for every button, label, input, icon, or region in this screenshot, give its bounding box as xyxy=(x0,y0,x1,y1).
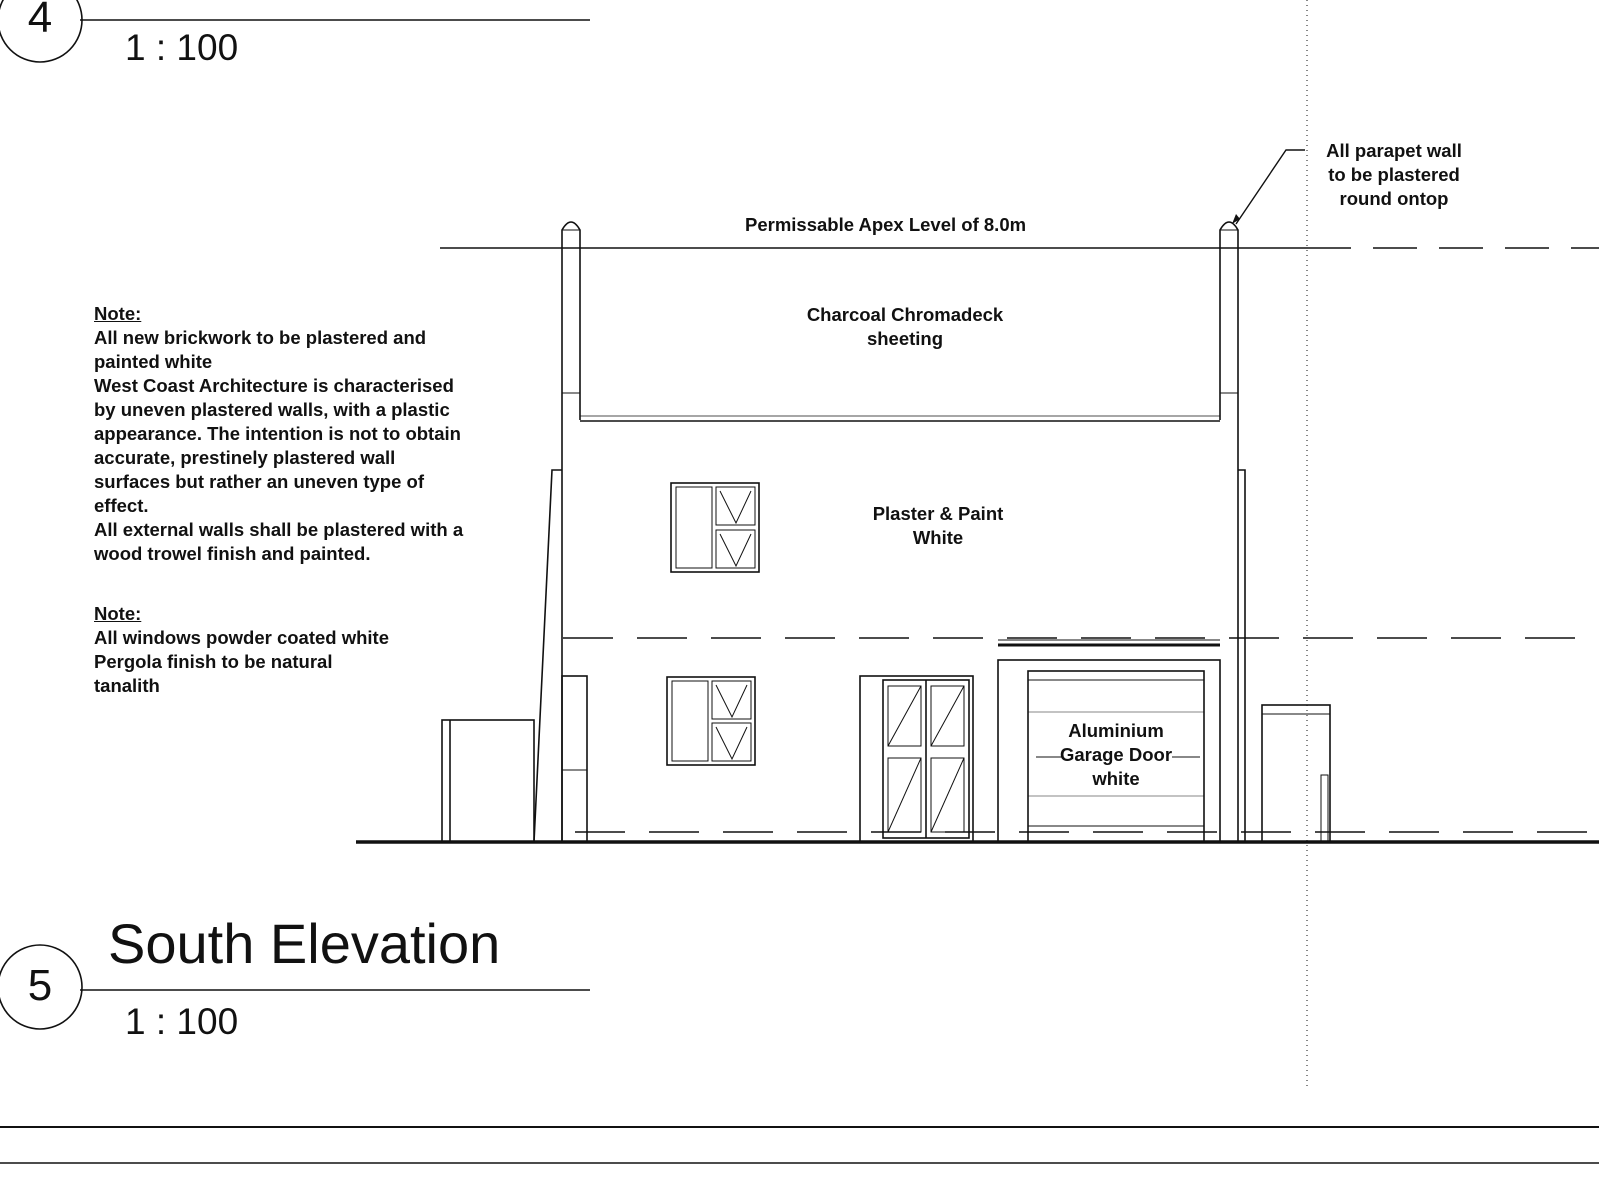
parapet-note-line: to be plastered xyxy=(1328,164,1460,185)
note-line: surfaces but rather an uneven type of xyxy=(94,471,425,492)
wall-finish-label xyxy=(850,502,1026,550)
parapet-leader xyxy=(1236,150,1305,224)
view-title-5: South Elevation xyxy=(108,912,501,975)
note-heading: Note: xyxy=(94,303,142,324)
note-line: All new brickwork to be plastered and xyxy=(94,327,427,348)
roof-label-line: Charcoal Chromadeck xyxy=(806,304,1004,325)
roof-material-label xyxy=(790,303,1020,351)
garage-label-line: Aluminium xyxy=(1068,720,1164,741)
view-number-5: 5 xyxy=(27,961,53,1010)
note-line: effect. xyxy=(94,495,149,516)
left-boundary-wall xyxy=(442,720,534,842)
note-line: wood trowel finish and painted. xyxy=(94,543,371,564)
note-line: West Coast Architecture is characterised xyxy=(94,375,454,396)
garage-label-line: white xyxy=(1092,768,1140,789)
view-scale-4: 1 : 100 xyxy=(125,27,239,68)
general-notes xyxy=(94,302,514,566)
right-buttress xyxy=(1238,470,1245,842)
parapet-note xyxy=(1310,139,1478,211)
wall-label-line: Plaster & Paint xyxy=(872,503,1004,524)
parapet-note-line: All parapet wall xyxy=(1326,140,1462,161)
parapet-note-line: round ontop xyxy=(1339,188,1449,209)
note-line: All external walls shall be plastered with a xyxy=(94,519,464,540)
note-line: Pergola finish to be natural xyxy=(94,651,333,672)
left-buttress xyxy=(534,470,562,842)
window-notes xyxy=(94,602,494,698)
view-number-4: 4 xyxy=(27,0,53,42)
note-line: appearance. The intention is not to obtain xyxy=(94,423,461,444)
view-scale-5: 1 : 100 xyxy=(125,1001,239,1042)
note-line: painted white xyxy=(94,351,213,372)
right-parapet xyxy=(1220,222,1238,842)
left-parapet xyxy=(562,222,580,842)
garage-label-line: Garage Door xyxy=(1059,744,1173,765)
note-line: All windows powder coated white xyxy=(94,627,389,648)
garage-door-label xyxy=(1056,719,1176,791)
apex-level-label: Permissable Apex Level of 8.0m xyxy=(745,214,1027,235)
roof-label-line: sheeting xyxy=(866,328,944,349)
note-line: accurate, prestinely plastered wall xyxy=(94,447,396,468)
note-heading: Note: xyxy=(94,603,142,624)
upper-window xyxy=(671,483,759,572)
lower-window xyxy=(667,677,755,765)
note-line: by uneven plastered walls, with a plastic xyxy=(94,399,450,420)
wall-label-line: White xyxy=(912,527,964,548)
right-boundary-wall xyxy=(1262,705,1330,842)
note-line: tanalith xyxy=(94,675,160,696)
left-pier xyxy=(562,676,587,842)
